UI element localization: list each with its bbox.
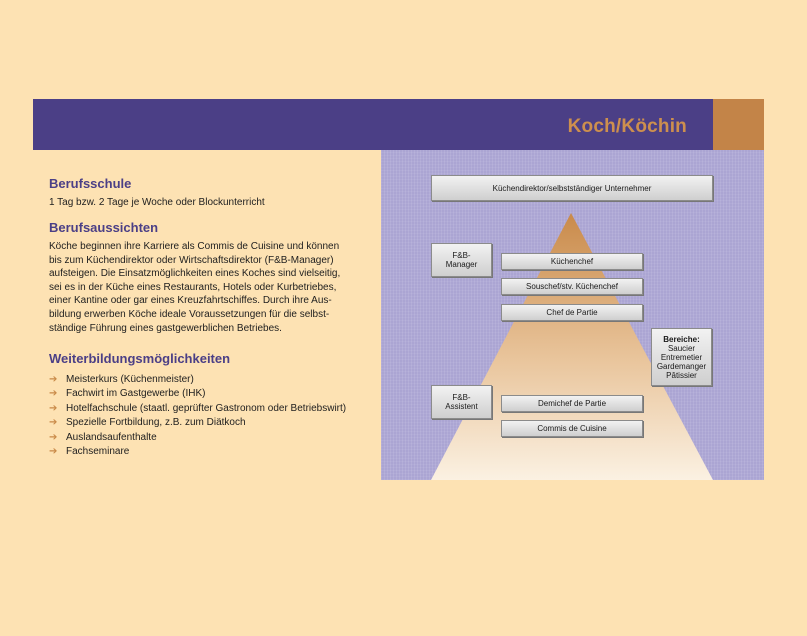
paragraph-line: bis zum Küchendirektor oder Wirtschaftsdirektor (F&B-Manager) [49, 254, 334, 266]
list-item: ➔ Fachwirt im Gastgewerbe (IHK) [49, 387, 346, 401]
paragraph-line: sei es in der Küche eines Restaurants, Hotels oder Kurbetriebes, [49, 281, 337, 293]
kuechenchef-box: Küchenchef [501, 253, 643, 270]
berufsschule-heading: Berufsschule [49, 176, 132, 191]
bereiche-box: Bereiche: Saucier Entremetier Gardemanger Pâtissier [651, 328, 712, 386]
arrow-right-icon: ➔ [49, 417, 58, 429]
berufsaussichten-heading: Berufsaussichten [49, 220, 159, 235]
fb-assistent-box: F&B- Assistent [431, 385, 492, 419]
arrow-right-icon: ➔ [49, 388, 58, 400]
list-item: ➔ Fachseminare [49, 445, 346, 459]
paragraph-line: ständige Führung eines gastgewerblichen Betriebes. [49, 322, 282, 334]
commis-box: Commis de Cuisine [501, 420, 643, 437]
arrow-right-icon: ➔ [49, 402, 58, 414]
arrow-right-icon: ➔ [49, 446, 58, 458]
souschef-box: Souschef/stv. Küchenchef [501, 278, 643, 295]
weiterbildung-list [49, 373, 346, 459]
paragraph-line: Köche beginnen ihre Karriere als Commis de Cuisine und können [49, 241, 340, 252]
chef-de-partie-box: Chef de Partie [501, 304, 643, 321]
list-item: ➔ Auslandsaufenthalte [49, 431, 346, 445]
fb-manager-box: F&B- Manager [431, 243, 492, 277]
header-banner [33, 99, 713, 150]
header-accent-block [713, 99, 764, 150]
berufsschule-text: 1 Tag bzw. 2 Tage je Woche oder Blockunterricht [49, 197, 265, 208]
weiterbildung-heading: Weiterbildungsmöglichkeiten [49, 351, 231, 366]
arrow-right-icon: ➔ [49, 374, 58, 385]
paragraph-line: aufsteigen. Die Einsatzmöglichkeiten eines Koches sind vielseitig, [49, 268, 341, 280]
list-item: ➔ Meisterkurs (Küchenmeister) [49, 373, 346, 387]
career-diagram [381, 150, 764, 480]
paragraph-line: einer Kantine oder gar eines Kreuzfahrtschiffes. Durch ihre Aus- [49, 295, 332, 307]
paragraph-line: bildung erwerben Köche ideale Voraussetzungen für die selbst- [49, 308, 330, 320]
berufsaussichten-paragraph [49, 240, 340, 335]
list-item: ➔ Spezielle Fortbildung, z.B. zum Diätkoch [49, 416, 346, 430]
list-item: ➔ Hotelfachschule (staatl. geprüfter Gastronom oder Betriebswirt) [49, 402, 346, 416]
arrow-right-icon: ➔ [49, 431, 58, 443]
demichef-box: Demichef de Partie [501, 395, 643, 412]
top-position-box: Küchendirektor/selbstständiger Unternehmer [431, 175, 713, 201]
page-title: Koch/Köchin [567, 116, 687, 137]
